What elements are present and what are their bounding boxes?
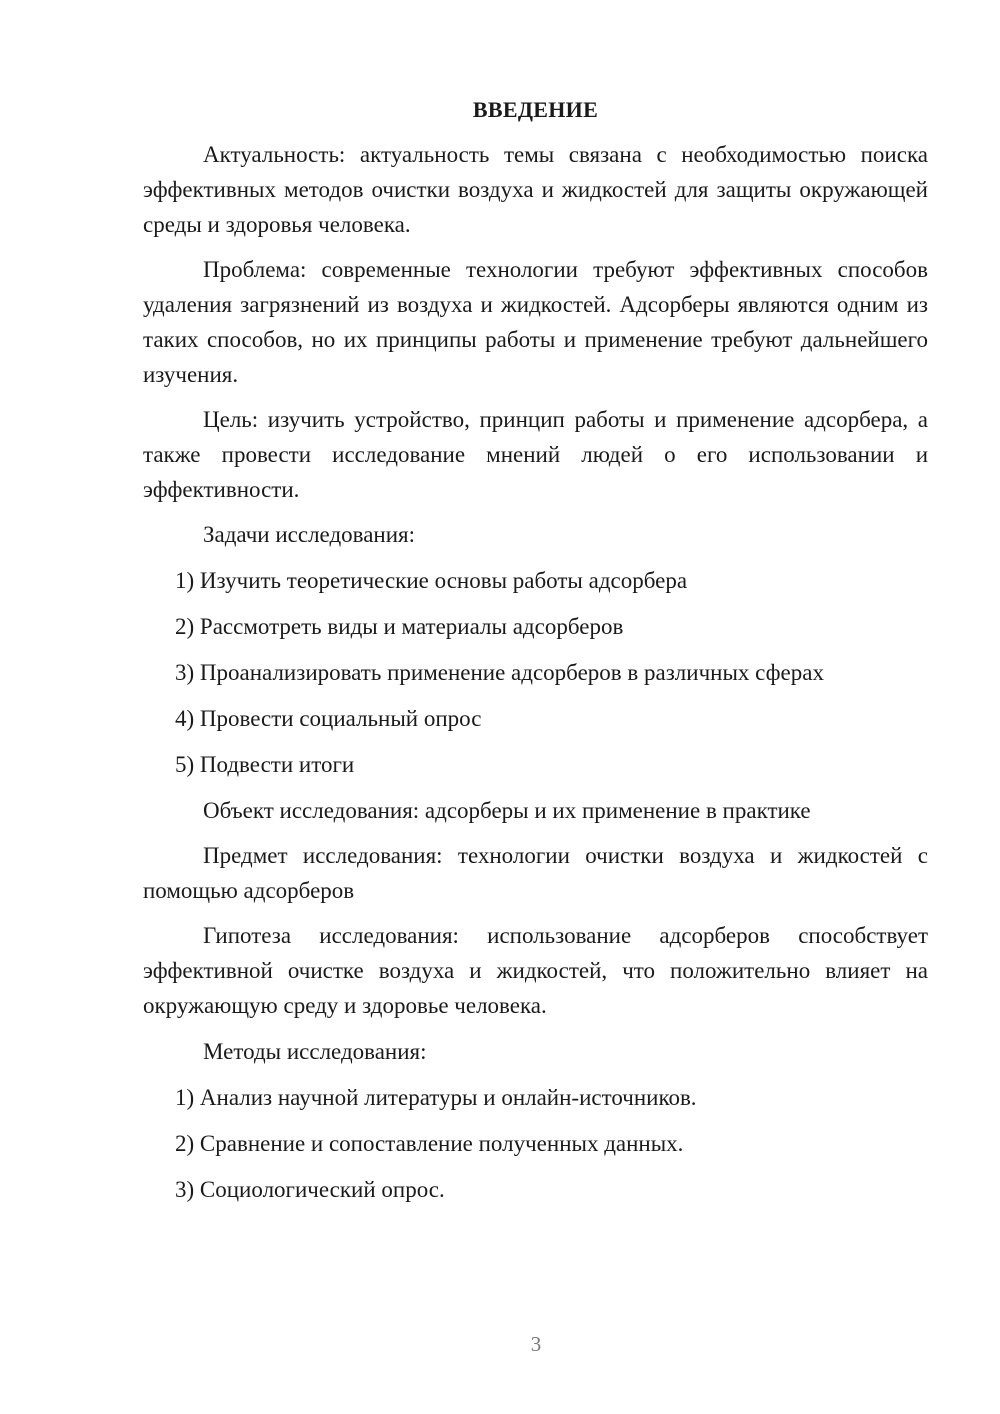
method-item: 2) Сравнение и сопоставление полученных данных. xyxy=(175,1131,684,1156)
hypothesis-paragraph: Гипотеза исследования: использование адсорберов способствует эффективной очистке воздуха и жидкостей, что положительно влияет на окружающую среду и здоровье человека. xyxy=(143,923,928,1018)
method-item: 1) Анализ научной литературы и онлайн-источников. xyxy=(175,1085,697,1110)
task-item: 4) Провести социальный опрос xyxy=(175,706,482,731)
task-item: 1) Изучить теоретические основы работы адсорбера xyxy=(175,568,688,593)
goal-paragraph: Цель: изучить устройство, принцип работы и применение адсорбера, а также провести исследование мнений людей о его использовании и эффективности. xyxy=(143,407,928,502)
subject-paragraph: Предмет исследования: технологии очистки воздуха и жидкостей с помощью адсорберов xyxy=(143,843,928,903)
task-item: 2) Рассмотреть виды и материалы адсорберов xyxy=(175,614,624,639)
tasks-heading: Задачи исследования: xyxy=(203,522,416,547)
method-item: 3) Социологический опрос. xyxy=(175,1177,445,1202)
task-item: 3) Проанализировать применение адсорберов в различных сферах xyxy=(175,660,824,685)
object-paragraph: Объект исследования: адсорберы и их применение в практике xyxy=(203,798,811,823)
section-title: ВВЕДЕНИЕ xyxy=(472,97,599,122)
methods-heading: Методы исследования: xyxy=(203,1039,427,1064)
page-content xyxy=(143,94,928,1218)
relevance-paragraph: Актуальность: актуальность темы связана с необходимостью поиска эффективных методов очистки воздуха и жидкостей для защиты окружающей среды и здоровья человека. xyxy=(143,142,928,237)
task-item: 5) Подвести итоги xyxy=(175,752,355,777)
page-number: 3 xyxy=(530,1332,542,1356)
problem-paragraph: Проблема: современные технологии требуют эффективных способов удаления загрязнений из воздуха и жидкостей. Адсорберы являются одним из таких способов, но их принципы работы и применение требуют дальнейшего изучения. xyxy=(143,257,928,387)
